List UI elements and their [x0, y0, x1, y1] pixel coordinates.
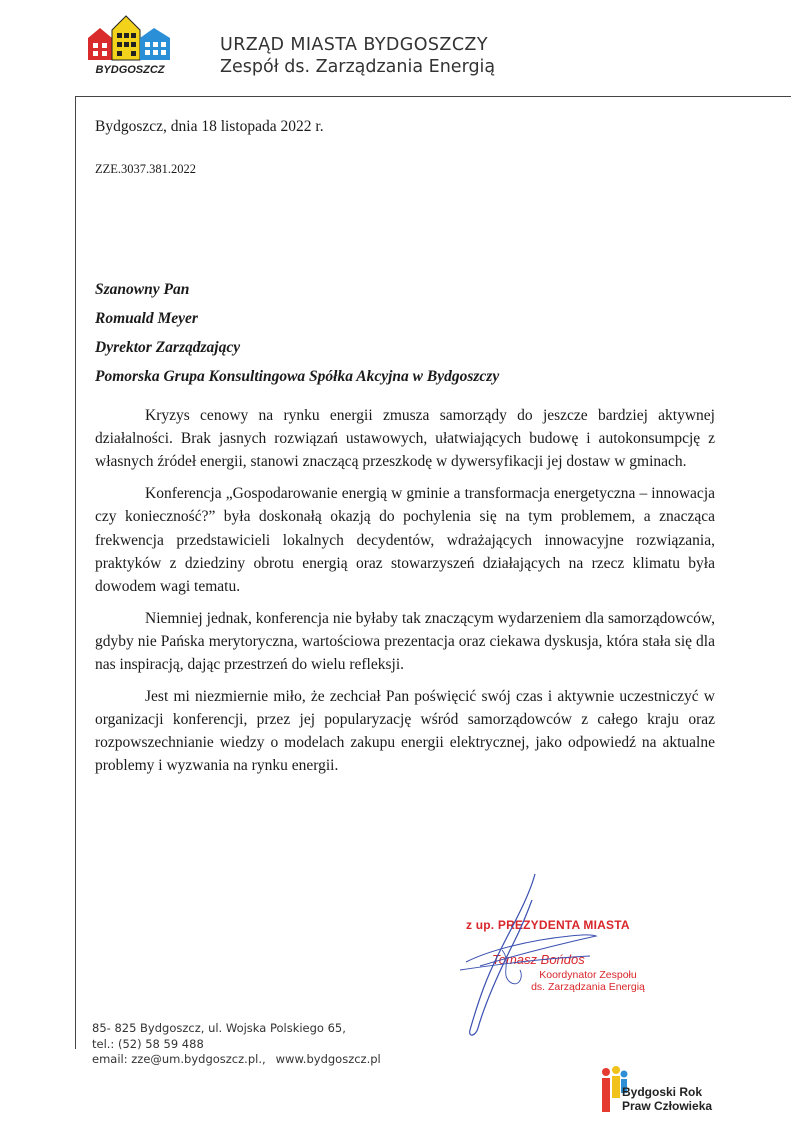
org-department: Zespół ds. Zarządzania Energią — [220, 57, 496, 77]
addressee-company: Pomorska Grupa Konsultingowa Spółka Akcyjna w Bydgoszczy — [95, 368, 500, 385]
organization-header — [220, 34, 495, 78]
margin-rule — [75, 96, 76, 1049]
footer-website[interactable]: www.bydgoszcz.pl — [275, 1052, 381, 1066]
badge-line1: Bydgoski Rok — [622, 1085, 703, 1099]
badge-line2: Praw Człowieka — [622, 1099, 713, 1113]
footer-contact — [92, 1021, 381, 1068]
human-rights-year-badge — [622, 1085, 712, 1113]
body-paragraph: Konferencja „Gospodarowanie energią w gminie a transformacja energetyczna – innowacja czy konieczność?” była doskonałą okazją do pochylenia się na tym problemem, a znacząca frekwencja przedstawicieli lokalnych decydentów, wdrażających innowacyjne rozwiązania, praktyków z dziedziny obrotu energią oraz stowarzyszeń działających na rzecz klimatu była dowodem wagi tematu. — [95, 485, 715, 595]
addressee-salutation: Szanowny Pan — [95, 281, 190, 298]
footer-phone: tel.: (52) 58 59 488 — [92, 1036, 204, 1051]
city-logo — [78, 12, 182, 78]
body-paragraph: Kryzys cenowy na rynku energii zmusza samorządy do jeszcze bardziej aktywnej działalności. Brak jasnych rozwiązań ustawowych, ułatwiających budowę i autokonsumpcję z własnych źródeł energii, stanowi znaczącą przeszkodę w dywersyfikacji jej dostaw w gminach. — [95, 407, 715, 471]
addressee-name: Romuald Meyer — [95, 310, 198, 327]
stamp-signatory-name: Tomasz Bońdos — [492, 952, 585, 967]
addressee-title: Dyrektor Zarządzający — [95, 339, 241, 356]
org-name: URZĄD MIASTA BYDGOSZCZY — [220, 35, 488, 55]
header-rule — [75, 96, 791, 97]
body-paragraph: Niemniej jednak, konferencja nie byłaby tak znaczącym wydarzeniem dla samorządowców, gdyby nie Pańska merytoryczna, wartościowa prezentacja oraz ciekawa dyskusja, która stała się dla nas inspiracją, dając przestrzeń do wielu refleksji. — [95, 609, 715, 674]
stamp-role-department: ds. Zarządzania Energią — [531, 981, 645, 993]
stamp-authority: z up. PREZYDENTA MIASTA — [466, 918, 630, 932]
logo-wordmark: BYDGOSZCZ — [95, 64, 165, 76]
place-date: Bydgoszcz, dnia 18 listopada 2022 r. — [95, 118, 324, 135]
footer-address: 85- 825 Bydgoszcz, ul. Wojska Polskiego 65, — [92, 1021, 346, 1035]
letter-body — [95, 404, 715, 786]
footer-email[interactable]: email: zze@um.bydgoszcz.pl., — [92, 1052, 266, 1066]
addressee-block — [95, 275, 499, 391]
stamp-role: Koordynator Zespołu — [539, 969, 637, 981]
reference-number: ZZE.3037.381.2022 — [95, 162, 197, 176]
handwritten-signature — [440, 870, 640, 1050]
body-paragraph: Jest mi niezmiernie miło, że zechciał Pan poświęcić swój czas i aktywnie uczestniczyć w organizacji konferencji, przez jej popularyzację wśród samorządowców z całego kraju oraz rozpowszechnianie wiedzy o modelach zakupu energii elektrycznej, jako odpowiedź na aktualne problemy i wyzwania na rynku energii. — [95, 687, 715, 775]
